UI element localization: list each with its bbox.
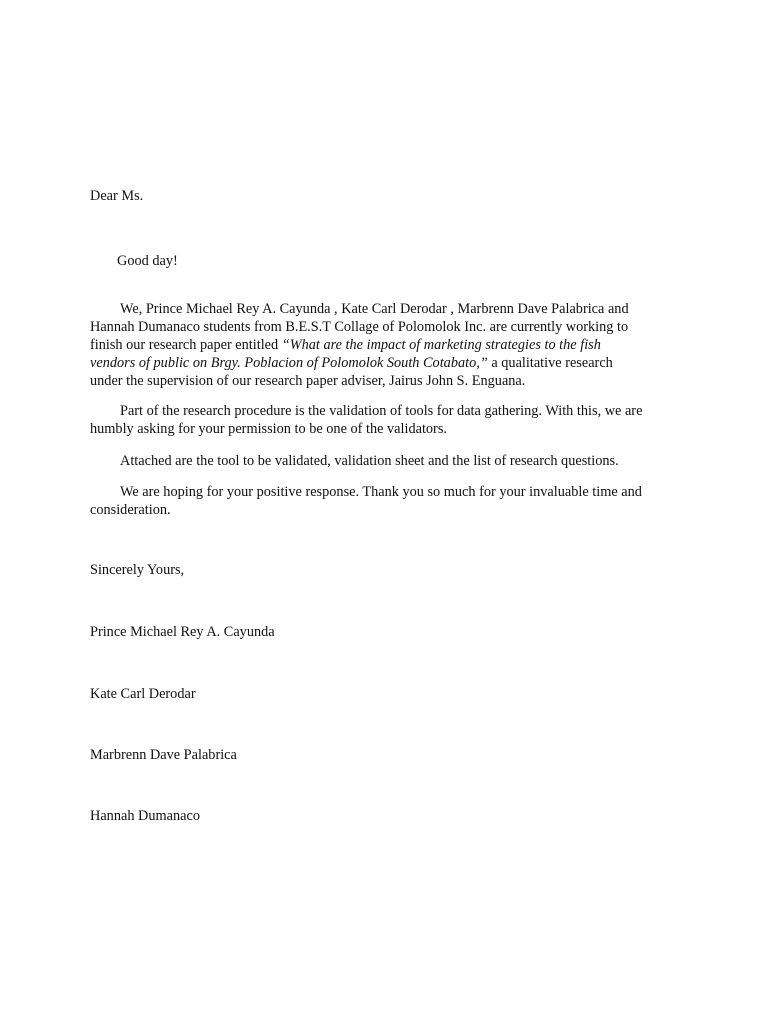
paragraph-request-line-1: Part of the research procedure is the validation of tools for data gathering. With this, we are — [120, 403, 643, 419]
signatory-name: Hannah Dumanaco — [90, 808, 200, 824]
paragraph-thanks-line-1: We are hoping for your positive response. Thank you so much for your invaluable time and — [120, 484, 642, 500]
paragraph-intro-line-4-text: a qualitative research — [487, 355, 613, 371]
signatory-name: Marbrenn Dave Palabrica — [90, 747, 237, 763]
paragraph-thanks-line-2: consideration. — [90, 502, 171, 518]
paragraph-intro-line-3-text: finish our research paper entitled — [90, 337, 282, 353]
paragraph-request-line-2: humbly asking for your permission to be one of the validators. — [90, 421, 447, 437]
signatory-name: Kate Carl Derodar — [90, 686, 196, 702]
paragraph-intro-line-3 — [90, 336, 601, 354]
closing: Sincerely Yours, — [90, 562, 185, 578]
paragraph-attachments: Attached are the tool to be validated, validation sheet and the list of research questions. — [120, 453, 619, 469]
salutation: Dear Ms. — [90, 188, 144, 204]
research-title-part-1: “What are the impact of marketing strategies to the fish — [281, 337, 601, 353]
paragraph-intro-line-2: Hannah Dumanaco students from B.E.S.T Collage of Polomolok Inc. are currently working to — [90, 319, 629, 335]
research-title-part-2: vendors of public on Brgy. Poblacion of Polomolok South Cotabato,” — [90, 355, 488, 371]
greeting: Good day! — [117, 253, 178, 269]
paragraph-intro-line-4 — [90, 354, 613, 372]
signatory-name: Prince Michael Rey A. Cayunda — [90, 624, 275, 640]
paragraph-intro-line-5: under the supervision of our research paper adviser, Jairus John S. Enguana. — [90, 373, 526, 389]
paragraph-intro-line-1: We, Prince Michael Rey A. Cayunda , Kate Carl Derodar , Marbrenn Dave Palabrica and — [120, 301, 629, 317]
